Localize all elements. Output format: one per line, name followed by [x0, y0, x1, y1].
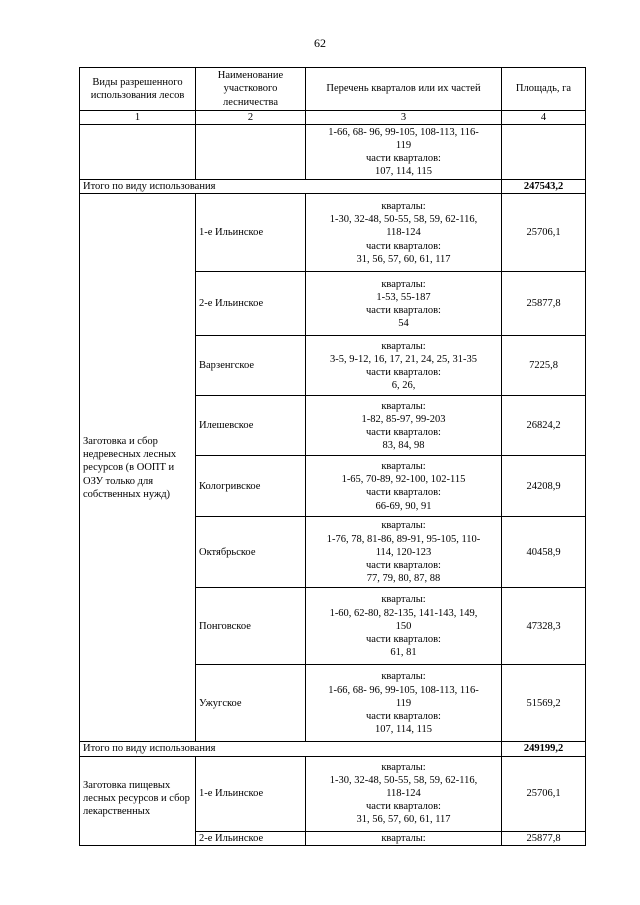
area-cell: 25877,8	[502, 272, 586, 336]
area-cell: 40458,9	[502, 517, 586, 588]
district-name-cell: Понговское	[196, 588, 306, 665]
header-district-name: Наименование участкового лесничества	[196, 68, 306, 111]
district-name-cell: Варзенгское	[196, 336, 306, 396]
district-name-cell: 1-е Ильинское	[196, 756, 306, 831]
area-cell: 25706,1	[502, 194, 586, 272]
quarters-line: части кварталов:	[366, 240, 441, 252]
district-name-cell: Илешевское	[196, 396, 306, 456]
usage-type-cell: Заготовка пищевых лесных ресурсов и сбор лекарственных	[80, 756, 196, 845]
area-cell: 26824,2	[502, 396, 586, 456]
area-cell: 24208,9	[502, 456, 586, 517]
quarters-line: части кварталов:	[366, 711, 441, 722]
district-name-cell: 1-е Ильинское	[196, 194, 306, 272]
quarters-line: кварталы:	[381, 761, 426, 773]
quarters-line: 107, 114, 115	[375, 166, 432, 178]
area-cell: 51569,2	[502, 665, 586, 742]
quarters-cell	[306, 665, 502, 742]
total-area: 247543,2	[502, 180, 586, 194]
table-row	[80, 756, 586, 831]
quarters-line: части кварталов:	[366, 487, 441, 499]
header-row	[80, 68, 586, 111]
quarters-line: 83, 84, 98	[382, 440, 425, 452]
quarters-line: 77, 79, 80, 87, 88	[366, 573, 441, 585]
total-row	[80, 742, 586, 756]
quarters-line: кварталы:	[381, 671, 426, 683]
quarters-line: 107, 114, 115	[375, 724, 432, 736]
quarters-cell	[306, 194, 502, 272]
table-row	[80, 194, 586, 272]
total-label: Итого по виду использования	[80, 742, 502, 756]
table-row	[80, 125, 586, 180]
district-cell	[196, 125, 306, 180]
quarters-line: 1-66, 68- 96, 99-105, 108-113, 116-	[328, 684, 479, 696]
quarters-line: кварталы:	[381, 340, 426, 352]
quarters-line: части кварталов:	[366, 153, 441, 165]
table-body	[80, 125, 586, 846]
quarters-line: кварталы:	[381, 461, 426, 472]
quarters-line: 118-124	[386, 227, 421, 239]
quarters-line: кварталы:	[381, 520, 426, 532]
total-area: 249199,2	[502, 742, 586, 756]
area-cell: 25877,8	[502, 831, 586, 845]
header-area: Площадь, га	[502, 68, 586, 111]
area-cell	[502, 125, 586, 180]
district-name-cell: Ужугское	[196, 665, 306, 742]
quarters-line: кварталы:	[381, 400, 426, 412]
quarters-cell	[306, 125, 502, 180]
quarters-line: 1-30, 32-48, 50-55, 58, 59, 62-116,	[329, 214, 478, 226]
quarters-cell	[306, 517, 502, 588]
quarters-cell	[306, 756, 502, 831]
quarters-cell	[306, 272, 502, 336]
header-usage-type: Виды разрешенного использования лесов	[80, 68, 196, 111]
total-row	[80, 180, 586, 194]
header-quarters-list: Перечень кварталов или их частей	[306, 68, 502, 111]
column-number-row	[80, 111, 586, 125]
quarters-line: 3-5, 9-12, 16, 17, 21, 24, 25, 31-35	[330, 353, 477, 365]
area-cell: 25706,1	[502, 756, 586, 831]
quarters-line: 31, 56, 57, 60, 61, 117	[356, 814, 451, 826]
quarters-line: 118-124	[386, 788, 421, 799]
quarters-line: 150	[395, 620, 412, 632]
column-number: 2	[196, 111, 306, 125]
column-number: 3	[306, 111, 502, 125]
quarters-line: кварталы:	[381, 278, 426, 290]
quarters-line: 66-69, 90, 91	[375, 500, 432, 512]
quarters-cell	[306, 336, 502, 396]
quarters-line: 31, 56, 57, 60, 61, 117	[356, 253, 451, 265]
quarters-line: 1-53, 55-187	[376, 291, 431, 303]
page-number: 62	[314, 36, 326, 50]
quarters-line: 119	[395, 140, 412, 151]
area-cell: 47328,3	[502, 588, 586, 665]
column-number: 4	[502, 111, 586, 125]
quarters-cell	[306, 588, 502, 665]
district-name-cell: 2-е Ильинское	[196, 272, 306, 336]
usage-cell	[80, 125, 196, 180]
quarters-line: 54	[398, 318, 409, 330]
usage-type-cell: Заготовка и сбор недревесных лесных ресурсов (в ООПТ и ОЗУ только для собственных нужд)	[80, 194, 196, 742]
quarters-line: 6, 26,	[391, 380, 416, 392]
quarters-cell	[306, 456, 502, 517]
quarters-line: 119	[395, 697, 412, 709]
quarters-line: части кварталов:	[366, 634, 441, 645]
total-label: Итого по виду использования	[80, 180, 502, 194]
quarters-cell	[306, 831, 502, 845]
quarters-line: части кварталов:	[366, 366, 441, 378]
quarters-line: части кварталов:	[366, 426, 441, 438]
quarters-line: части кварталов:	[366, 304, 441, 316]
quarters-line: кварталы:	[381, 594, 426, 606]
quarters-line: части кварталов:	[366, 560, 441, 571]
district-name-cell: Кологривское	[196, 456, 306, 517]
quarters-line: 61, 81	[390, 647, 417, 659]
quarters-line: кварталы:	[381, 832, 426, 844]
forest-use-table	[79, 67, 586, 846]
quarters-line: 1-76, 78, 81-86, 89-91, 95-105, 110-	[326, 533, 481, 545]
column-number: 1	[80, 111, 196, 125]
quarters-line: части кварталов:	[366, 801, 441, 813]
district-name-cell: Октябрьское	[196, 517, 306, 588]
quarters-line: 1-66, 68- 96, 99-105, 108-113, 116-	[328, 126, 479, 138]
quarters-cell	[306, 396, 502, 456]
quarters-line: 1-82, 85-97, 99-203	[361, 413, 446, 425]
quarters-line: кварталы:	[381, 200, 426, 212]
quarters-line: 1-30, 32-48, 50-55, 58, 59, 62-116,	[329, 774, 478, 786]
quarters-line: 1-65, 70-89, 92-100, 102-115	[341, 474, 466, 486]
quarters-line: 114, 120-123	[375, 546, 432, 558]
area-cell: 7225,8	[502, 336, 586, 396]
quarters-line: 1-60, 62-80, 82-135, 141-143, 149,	[329, 607, 478, 619]
district-name-cell: 2-е Ильинское	[196, 831, 306, 845]
